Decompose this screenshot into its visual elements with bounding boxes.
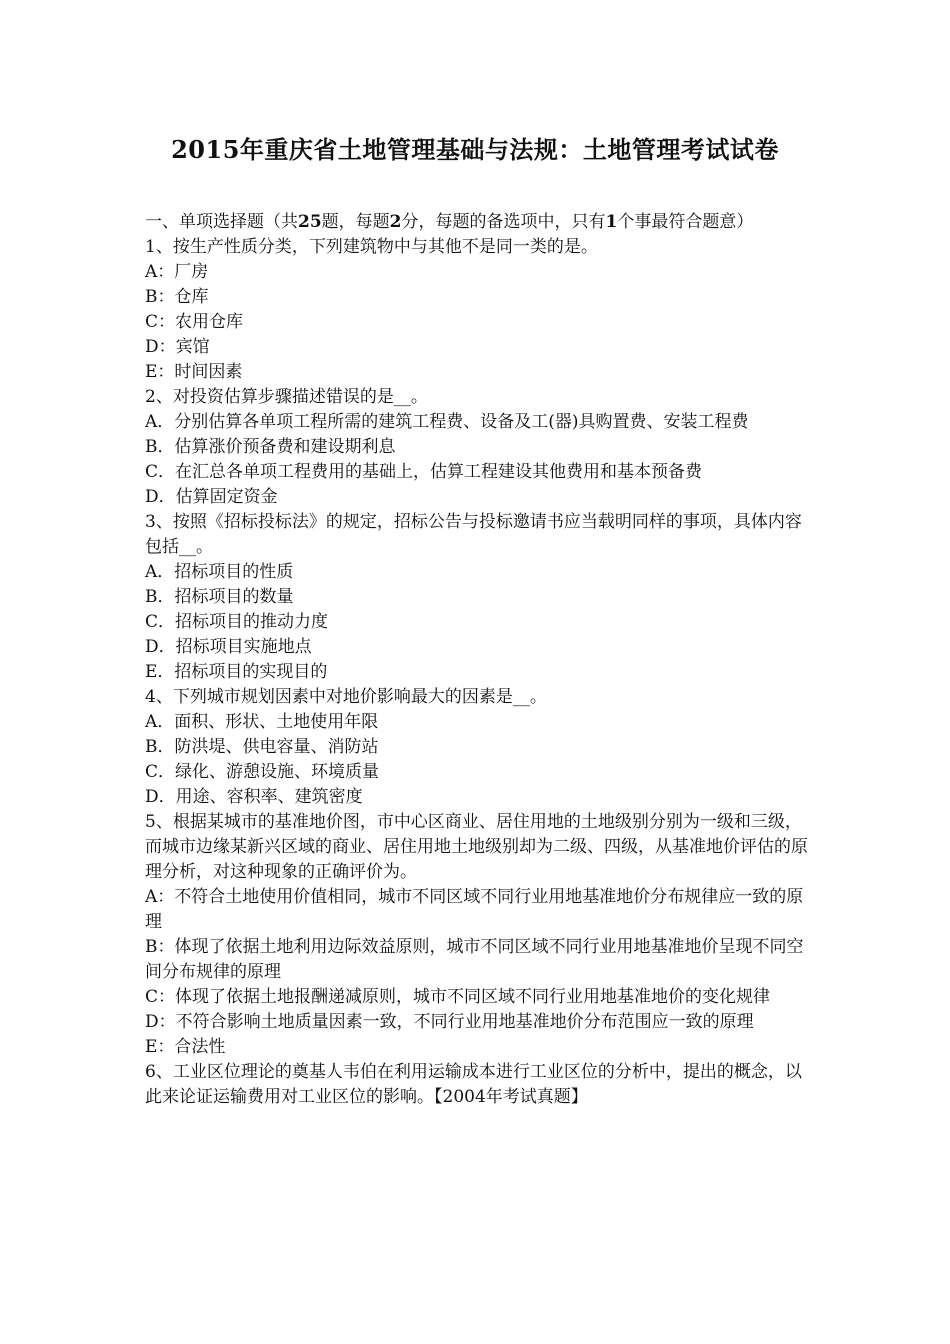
section-heading-text-2: 题，每题 <box>321 212 390 232</box>
answer-option: E．招标项目的实现目的 <box>145 662 328 682</box>
section-heading-text-4: 个事最符合题意） <box>617 212 754 232</box>
question-stem: 5、根据某城市的基准地价图，市中心区商业、居住用地的土地级别分别为一级和三级，而城市边缘某新兴区域的商业、居住用地土地级别却为二级、四级，从基准地价评估的原理分析，对这种现象的正确评价为。 <box>145 812 808 882</box>
answer-option: C：农用仓库 <box>145 312 244 332</box>
answer-option: B：仓库 <box>145 287 209 307</box>
answer-option: A．招标项目的性质 <box>145 562 294 582</box>
correct-option-count: 1 <box>605 212 618 232</box>
answer-option: A：厂房 <box>145 262 209 282</box>
answer-option: C．在汇总各单项工程费用的基础上，估算工程建设其他费用和基本预备费 <box>145 462 703 482</box>
answer-option: D：不符合影响土地质量因素一致，不同行业用地基准地价分布范围应一致的原理 <box>145 1012 754 1032</box>
question-2 <box>145 385 810 510</box>
question-count: 25 <box>298 212 322 232</box>
answer-option: D．招标项目实施地点 <box>145 637 312 657</box>
question-stem: 6、工业区位理论的奠基人韦伯在利用运输成本进行工业区位的分析中，提出的概念，以此来论证运输费用对工业区位的影响。【2004年考试真题】 <box>145 1062 802 1107</box>
section-heading-text-1: 一、单项选择题（共 <box>145 212 298 232</box>
answer-option: D：宾馆 <box>145 337 210 357</box>
question-4 <box>145 685 810 810</box>
question-1 <box>145 235 810 385</box>
answer-option: C．招标项目的推动力度 <box>145 612 329 632</box>
section-heading-text-3: 分，每题的备选项中，只有 <box>401 212 606 232</box>
answer-option: C．绿化、游憩设施、环境质量 <box>145 762 380 782</box>
answer-option: A．面积、形状、土地使用年限 <box>145 712 379 732</box>
document-title: 2015年重庆省土地管理基础与法规：土地管理考试试卷 <box>171 135 779 164</box>
question-5 <box>145 810 810 1060</box>
answer-option: A：不符合土地使用价值相同，城市不同区域不同行业用地基准地价分布规律应一致的原理 <box>145 887 804 932</box>
answer-option: B：体现了依据土地利用边际效益原则，城市不同区域不同行业用地基准地价呈现不同空间分布规律的原理 <box>145 937 804 982</box>
section-heading <box>145 210 810 235</box>
answer-option: A．分别估算各单项工程所需的建筑工程费、设备及工(器)具购置费、安装工程费 <box>145 412 749 432</box>
document-body <box>145 210 810 1110</box>
question-stem: 1、按生产性质分类，下列建筑物中与其他不是同一类的是。 <box>145 237 598 257</box>
question-stem: 3、按照《招标投标法》的规定，招标公告与投标邀请书应当载明同样的事项，具体内容包括__。 <box>145 512 802 557</box>
answer-option: E：合法性 <box>145 1037 226 1057</box>
answer-option: C：体现了依据土地报酬递减原则，城市不同区域不同行业用地基准地价的变化规律 <box>145 987 771 1007</box>
answer-option: D．估算固定资金 <box>145 487 278 507</box>
answer-option: B．防洪堤、供电容量、消防站 <box>145 737 379 757</box>
points-per-question: 2 <box>389 212 402 232</box>
answer-option: B．估算涨价预备费和建设期利息 <box>145 437 396 457</box>
answer-option: D．用途、容积率、建筑密度 <box>145 787 363 807</box>
answer-option: E：时间因素 <box>145 362 243 382</box>
question-stem: 4、下列城市规划因素中对地价影响最大的因素是__。 <box>145 687 547 707</box>
answer-option: B．招标项目的数量 <box>145 587 294 607</box>
question-6 <box>145 1060 810 1110</box>
question-3 <box>145 510 810 685</box>
question-stem: 2、对投资估算步骤描述错误的是__。 <box>145 387 428 407</box>
